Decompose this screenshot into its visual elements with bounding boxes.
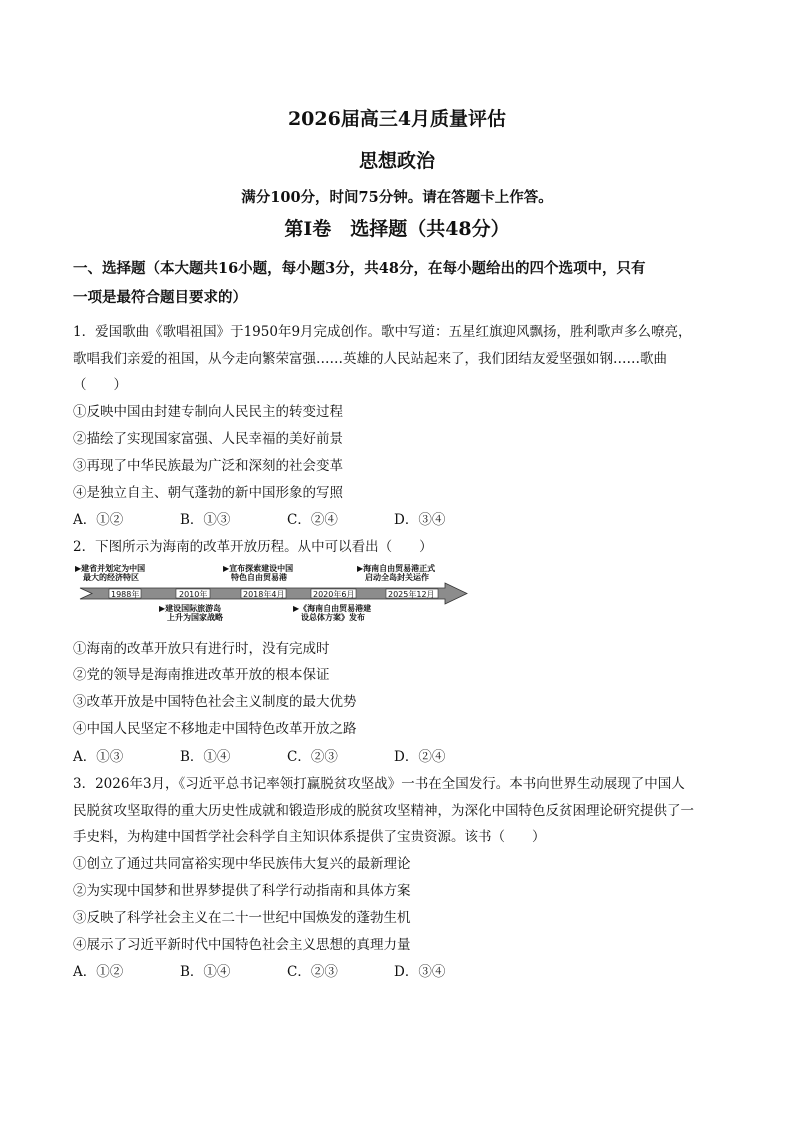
q3-statement-4: ④展示了习近平新时代中国特色社会主义思想的真理力量	[73, 937, 411, 953]
q1-statement-2: ②描绘了实现国家富强、人民幸福的美好前景	[73, 431, 343, 447]
exam-instructions: 满分100分，时间75分钟。请在答题卡上作答。	[241, 189, 553, 206]
q2-stem-line1: 2．下图所示为海南的改革开放历程。从中可以看出（ ）	[73, 539, 433, 555]
q2-option-c: C．②③	[287, 749, 338, 765]
q3-statement-2: ②为实现中国梦和世界梦提供了科学行动指南和具体方案	[73, 883, 411, 899]
section-heading-line1: 一、选择题（本大题共16小题，每小题3分，共48分，在每小题给出的四个选项中，只有	[73, 260, 646, 277]
year-label-2020: 2020年6月	[313, 590, 355, 599]
q3-option-c: C．②③	[287, 964, 338, 980]
timeline-note-2020: ▶《海南自由贸易港建 设总体方案》发布	[293, 604, 372, 622]
q2-statement-1: ①海南的改革开放只有进行时，没有完成时	[73, 641, 330, 657]
q1-statement-1: ①反映中国由封建专制向人民民主的转变过程	[73, 404, 343, 420]
q2-option-a: A．①③	[73, 749, 124, 765]
q3-option-d: D．③④	[394, 964, 446, 980]
q3-stem-line2: 民脱贫攻坚取得的重大历史性成就和锻造形成的脱贫攻坚精神，为深化中国特色反贫困理论研究提供了一	[73, 803, 694, 819]
q3-statement-3: ③反映了科学社会主义在二十一世纪中国焕发的蓬勃生机	[73, 910, 411, 926]
q1-statement-4: ④是独立自主、朝气蓬勃的新中国形象的写照	[73, 485, 343, 501]
exam-title: 2026届高三4月质量评估	[287, 108, 507, 130]
q1-stem-line2: 歌唱我们亲爱的祖国，从今走向繁荣富强……英雄的人民站起来了，我们团结友爱坚强如钢……歌曲	[73, 351, 667, 367]
q1-option-a: A．①②	[73, 512, 124, 528]
q2-statement-4: ④中国人民坚定不移地走中国特色改革开放之路	[73, 721, 357, 737]
q3-stem-line3: 手史料，为构建中国哲学社会科学自主知识体系提供了宝贵资源。该书（ ）	[73, 829, 546, 845]
q1-statement-3: ③再现了中华民族最为广泛和深刻的社会变革	[73, 458, 343, 474]
q1-option-b: B．①③	[180, 512, 231, 528]
q1-stem-line3: （ ）	[73, 377, 127, 393]
year-label-1988: 1988年	[111, 590, 140, 599]
q3-option-a: A．①②	[73, 964, 124, 980]
year-label-2010: 2010年	[179, 590, 208, 599]
q1-option-c: C．②④	[287, 512, 338, 528]
year-label-2025: 2025年12月	[388, 590, 435, 599]
q1-option-d: D．③④	[394, 512, 446, 528]
hainan-timeline-figure	[75, 560, 470, 630]
timeline-note-2025: ▶海南自由贸易港正式 启动全岛封关运作	[357, 564, 436, 582]
timeline-note-2010: ▶建设国际旅游岛 上升为国家战略	[159, 604, 223, 622]
part-title: 第Ⅰ卷 选择题（共48分）	[284, 218, 510, 240]
q3-option-b: B．①④	[180, 964, 231, 980]
q2-statement-3: ③改革开放是中国特色社会主义制度的最大优势	[73, 694, 357, 710]
q3-statement-1: ①创立了通过共同富裕实现中华民族伟大复兴的最新理论	[73, 856, 411, 872]
section-heading-line2: 一项是最符合题目要求的）	[73, 289, 247, 306]
q1-stem-line1: 1．爱国歌曲《歌唱祖国》于1950年9月完成创作。歌中写道：五星红旗迎风飘扬，胜利歌声多么嘹亮，	[73, 324, 692, 340]
year-label-2018: 2018年4月	[243, 590, 285, 599]
q2-option-b: B．①④	[180, 749, 231, 765]
timeline-note-2018: ▶宣布探索建设中国 特色自由贸易港	[223, 564, 294, 582]
timeline-note-1988: ▶建省并划定为中国 最大的经济特区	[75, 564, 146, 582]
q3-stem-line1: 3．2026年3月，《习近平总书记率领打赢脱贫攻坚战》一书在全国发行。本书向世界生动展现了中国人	[73, 776, 685, 792]
q2-option-d: D．②④	[394, 749, 446, 765]
q2-statement-2: ②党的领导是海南推进改革开放的根本保证	[73, 667, 330, 683]
subject-title: 思想政治	[358, 150, 435, 172]
